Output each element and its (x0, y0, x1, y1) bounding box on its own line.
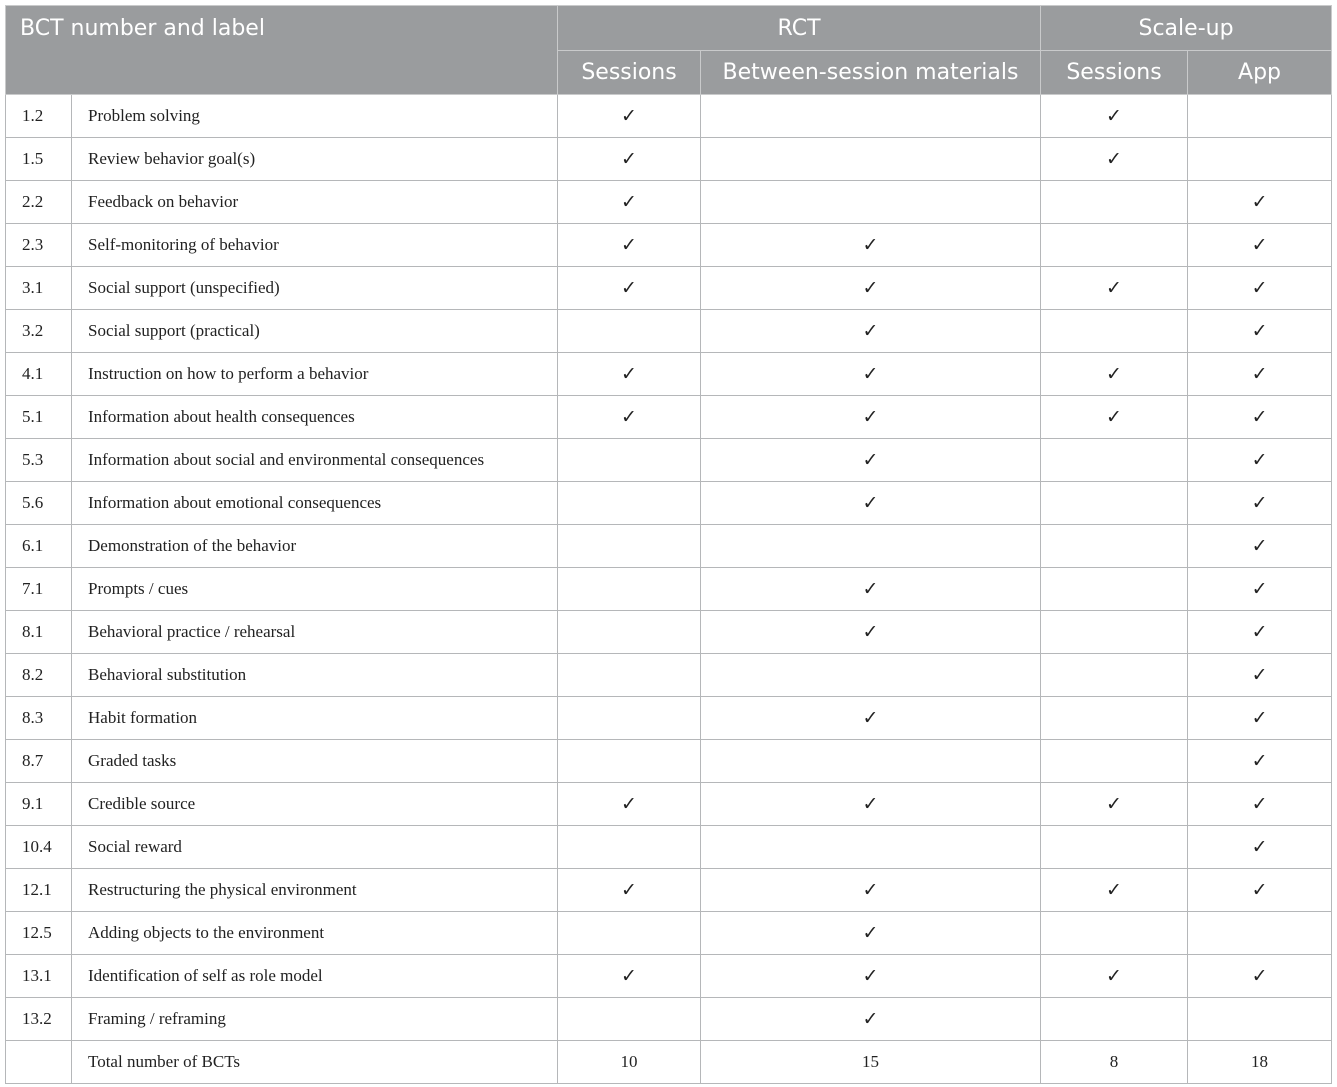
bct-number: 5.1 (6, 396, 72, 439)
table-row (6, 353, 1332, 396)
header-bct-label: BCT number and label (6, 6, 558, 95)
empty-cell (701, 95, 1041, 138)
total-label: Total number of BCTs (72, 1041, 558, 1084)
total-row (6, 1041, 1332, 1084)
empty-cell (1041, 525, 1188, 568)
check-mark-icon: ✓ (701, 310, 1041, 353)
bct-number: 1.5 (6, 138, 72, 181)
empty-cell (558, 568, 701, 611)
header-rct-materials: Between-session materials (701, 51, 1041, 95)
empty-cell (558, 826, 701, 869)
empty-cell (558, 697, 701, 740)
table-row (6, 181, 1332, 224)
bct-label: Habit formation (72, 697, 558, 740)
empty-cell (1041, 912, 1188, 955)
table-row (6, 267, 1332, 310)
bct-label: Restructuring the physical environment (72, 869, 558, 912)
empty-cell (1041, 998, 1188, 1041)
check-mark-icon: ✓ (1188, 310, 1332, 353)
header-scaleup: Scale-up (1041, 6, 1332, 51)
bct-label: Information about emotional consequences (72, 482, 558, 525)
bct-number: 5.3 (6, 439, 72, 482)
check-mark-icon: ✓ (701, 611, 1041, 654)
bct-number: 9.1 (6, 783, 72, 826)
empty-cell (1041, 654, 1188, 697)
table-row (6, 224, 1332, 267)
bct-label: Feedback on behavior (72, 181, 558, 224)
total-value: 8 (1041, 1041, 1188, 1084)
table-row (6, 912, 1332, 955)
table-row (6, 998, 1332, 1041)
table-row (6, 783, 1332, 826)
check-mark-icon: ✓ (1041, 267, 1188, 310)
table-row (6, 869, 1332, 912)
empty-cell (558, 611, 701, 654)
check-mark-icon: ✓ (701, 224, 1041, 267)
check-mark-icon: ✓ (1041, 869, 1188, 912)
check-mark-icon: ✓ (558, 396, 701, 439)
check-mark-icon: ✓ (1188, 697, 1332, 740)
bct-number: 8.2 (6, 654, 72, 697)
check-mark-icon: ✓ (558, 955, 701, 998)
check-mark-icon: ✓ (1188, 267, 1332, 310)
bct-label: Review behavior goal(s) (72, 138, 558, 181)
bct-label: Credible source (72, 783, 558, 826)
bct-number: 2.3 (6, 224, 72, 267)
empty-cell (558, 439, 701, 482)
bct-number: 6.1 (6, 525, 72, 568)
bct-number: 3.2 (6, 310, 72, 353)
header-rct-sessions: Sessions (558, 51, 701, 95)
empty-cell (1041, 310, 1188, 353)
bct-number: 13.2 (6, 998, 72, 1041)
check-mark-icon: ✓ (558, 267, 701, 310)
bct-number: 5.6 (6, 482, 72, 525)
empty-cell (701, 654, 1041, 697)
check-mark-icon: ✓ (701, 697, 1041, 740)
bct-label: Adding objects to the environment (72, 912, 558, 955)
check-mark-icon: ✓ (701, 998, 1041, 1041)
header-rct: RCT (558, 6, 1041, 51)
check-mark-icon: ✓ (1188, 654, 1332, 697)
empty-cell (1041, 568, 1188, 611)
check-mark-icon: ✓ (701, 912, 1041, 955)
check-mark-icon: ✓ (1041, 783, 1188, 826)
check-mark-icon: ✓ (1041, 955, 1188, 998)
check-mark-icon: ✓ (1188, 783, 1332, 826)
check-mark-icon: ✓ (558, 181, 701, 224)
check-mark-icon: ✓ (1041, 95, 1188, 138)
check-mark-icon: ✓ (701, 955, 1041, 998)
check-mark-icon: ✓ (1188, 826, 1332, 869)
empty-cell (701, 740, 1041, 783)
bct-number: 1.2 (6, 95, 72, 138)
bct-label: Problem solving (72, 95, 558, 138)
check-mark-icon: ✓ (1188, 740, 1332, 783)
bct-label: Identification of self as role model (72, 955, 558, 998)
empty-cell (1188, 138, 1332, 181)
bct-number: 8.3 (6, 697, 72, 740)
table-row (6, 955, 1332, 998)
empty-cell (701, 181, 1041, 224)
empty-cell (1041, 740, 1188, 783)
check-mark-icon: ✓ (558, 869, 701, 912)
table-row (6, 482, 1332, 525)
empty-cell (1041, 482, 1188, 525)
bct-number: 3.1 (6, 267, 72, 310)
empty-cell (558, 525, 701, 568)
table-row (6, 697, 1332, 740)
bct-label: Self-monitoring of behavior (72, 224, 558, 267)
bct-label: Social reward (72, 826, 558, 869)
check-mark-icon: ✓ (1041, 353, 1188, 396)
table-body (6, 95, 1332, 1084)
check-mark-icon: ✓ (1188, 439, 1332, 482)
check-mark-icon: ✓ (1041, 396, 1188, 439)
table-row (6, 525, 1332, 568)
empty-cell (558, 740, 701, 783)
check-mark-icon: ✓ (701, 353, 1041, 396)
bct-label: Demonstration of the behavior (72, 525, 558, 568)
bct-label: Social support (unspecified) (72, 267, 558, 310)
bct-label: Information about health consequences (72, 396, 558, 439)
table-row (6, 740, 1332, 783)
check-mark-icon: ✓ (1188, 353, 1332, 396)
total-value: 10 (558, 1041, 701, 1084)
header-scaleup-sessions: Sessions (1041, 51, 1188, 95)
check-mark-icon: ✓ (1188, 869, 1332, 912)
check-mark-icon: ✓ (558, 353, 701, 396)
check-mark-icon: ✓ (701, 267, 1041, 310)
empty-cell (1041, 224, 1188, 267)
bct-number: 13.1 (6, 955, 72, 998)
empty-cell (1041, 697, 1188, 740)
check-mark-icon: ✓ (558, 138, 701, 181)
total-value: 18 (1188, 1041, 1332, 1084)
table-row (6, 654, 1332, 697)
empty-cell (558, 310, 701, 353)
bct-label: Behavioral substitution (72, 654, 558, 697)
table-row (6, 611, 1332, 654)
bct-number: 7.1 (6, 568, 72, 611)
empty-cell (1188, 998, 1332, 1041)
table-row (6, 568, 1332, 611)
bct-label: Behavioral practice / rehearsal (72, 611, 558, 654)
check-mark-icon: ✓ (558, 224, 701, 267)
empty-cell (701, 525, 1041, 568)
empty-cell (6, 1041, 72, 1084)
table-row (6, 826, 1332, 869)
empty-cell (558, 998, 701, 1041)
bct-number: 10.4 (6, 826, 72, 869)
empty-cell (1041, 611, 1188, 654)
empty-cell (558, 654, 701, 697)
total-value: 15 (701, 1041, 1041, 1084)
empty-cell (1041, 439, 1188, 482)
bct-label: Framing / reframing (72, 998, 558, 1041)
empty-cell (701, 138, 1041, 181)
bct-number: 8.7 (6, 740, 72, 783)
empty-cell (701, 826, 1041, 869)
check-mark-icon: ✓ (1188, 224, 1332, 267)
check-mark-icon: ✓ (1188, 482, 1332, 525)
bct-label: Information about social and environmental consequences (72, 439, 558, 482)
empty-cell (1041, 826, 1188, 869)
table-row (6, 439, 1332, 482)
check-mark-icon: ✓ (701, 396, 1041, 439)
empty-cell (1188, 912, 1332, 955)
check-mark-icon: ✓ (1188, 181, 1332, 224)
check-mark-icon: ✓ (701, 869, 1041, 912)
check-mark-icon: ✓ (1188, 568, 1332, 611)
bct-label: Social support (practical) (72, 310, 558, 353)
bct-number: 4.1 (6, 353, 72, 396)
check-mark-icon: ✓ (1188, 955, 1332, 998)
bct-label: Instruction on how to perform a behavior (72, 353, 558, 396)
empty-cell (1041, 181, 1188, 224)
check-mark-icon: ✓ (701, 568, 1041, 611)
check-mark-icon: ✓ (701, 439, 1041, 482)
table-row (6, 396, 1332, 439)
table-row (6, 95, 1332, 138)
bct-number: 12.1 (6, 869, 72, 912)
check-mark-icon: ✓ (1188, 396, 1332, 439)
table-row (6, 138, 1332, 181)
check-mark-icon: ✓ (701, 482, 1041, 525)
check-mark-icon: ✓ (558, 783, 701, 826)
check-mark-icon: ✓ (1041, 138, 1188, 181)
check-mark-icon: ✓ (1188, 525, 1332, 568)
bct-label: Graded tasks (72, 740, 558, 783)
bct-label: Prompts / cues (72, 568, 558, 611)
bct-number: 2.2 (6, 181, 72, 224)
check-mark-icon: ✓ (701, 783, 1041, 826)
empty-cell (558, 482, 701, 525)
header-scaleup-app: App (1188, 51, 1332, 95)
bct-number: 12.5 (6, 912, 72, 955)
check-mark-icon: ✓ (558, 95, 701, 138)
empty-cell (1188, 95, 1332, 138)
empty-cell (558, 912, 701, 955)
table-row (6, 310, 1332, 353)
bct-number: 8.1 (6, 611, 72, 654)
bct-table (5, 5, 1332, 1084)
check-mark-icon: ✓ (1188, 611, 1332, 654)
